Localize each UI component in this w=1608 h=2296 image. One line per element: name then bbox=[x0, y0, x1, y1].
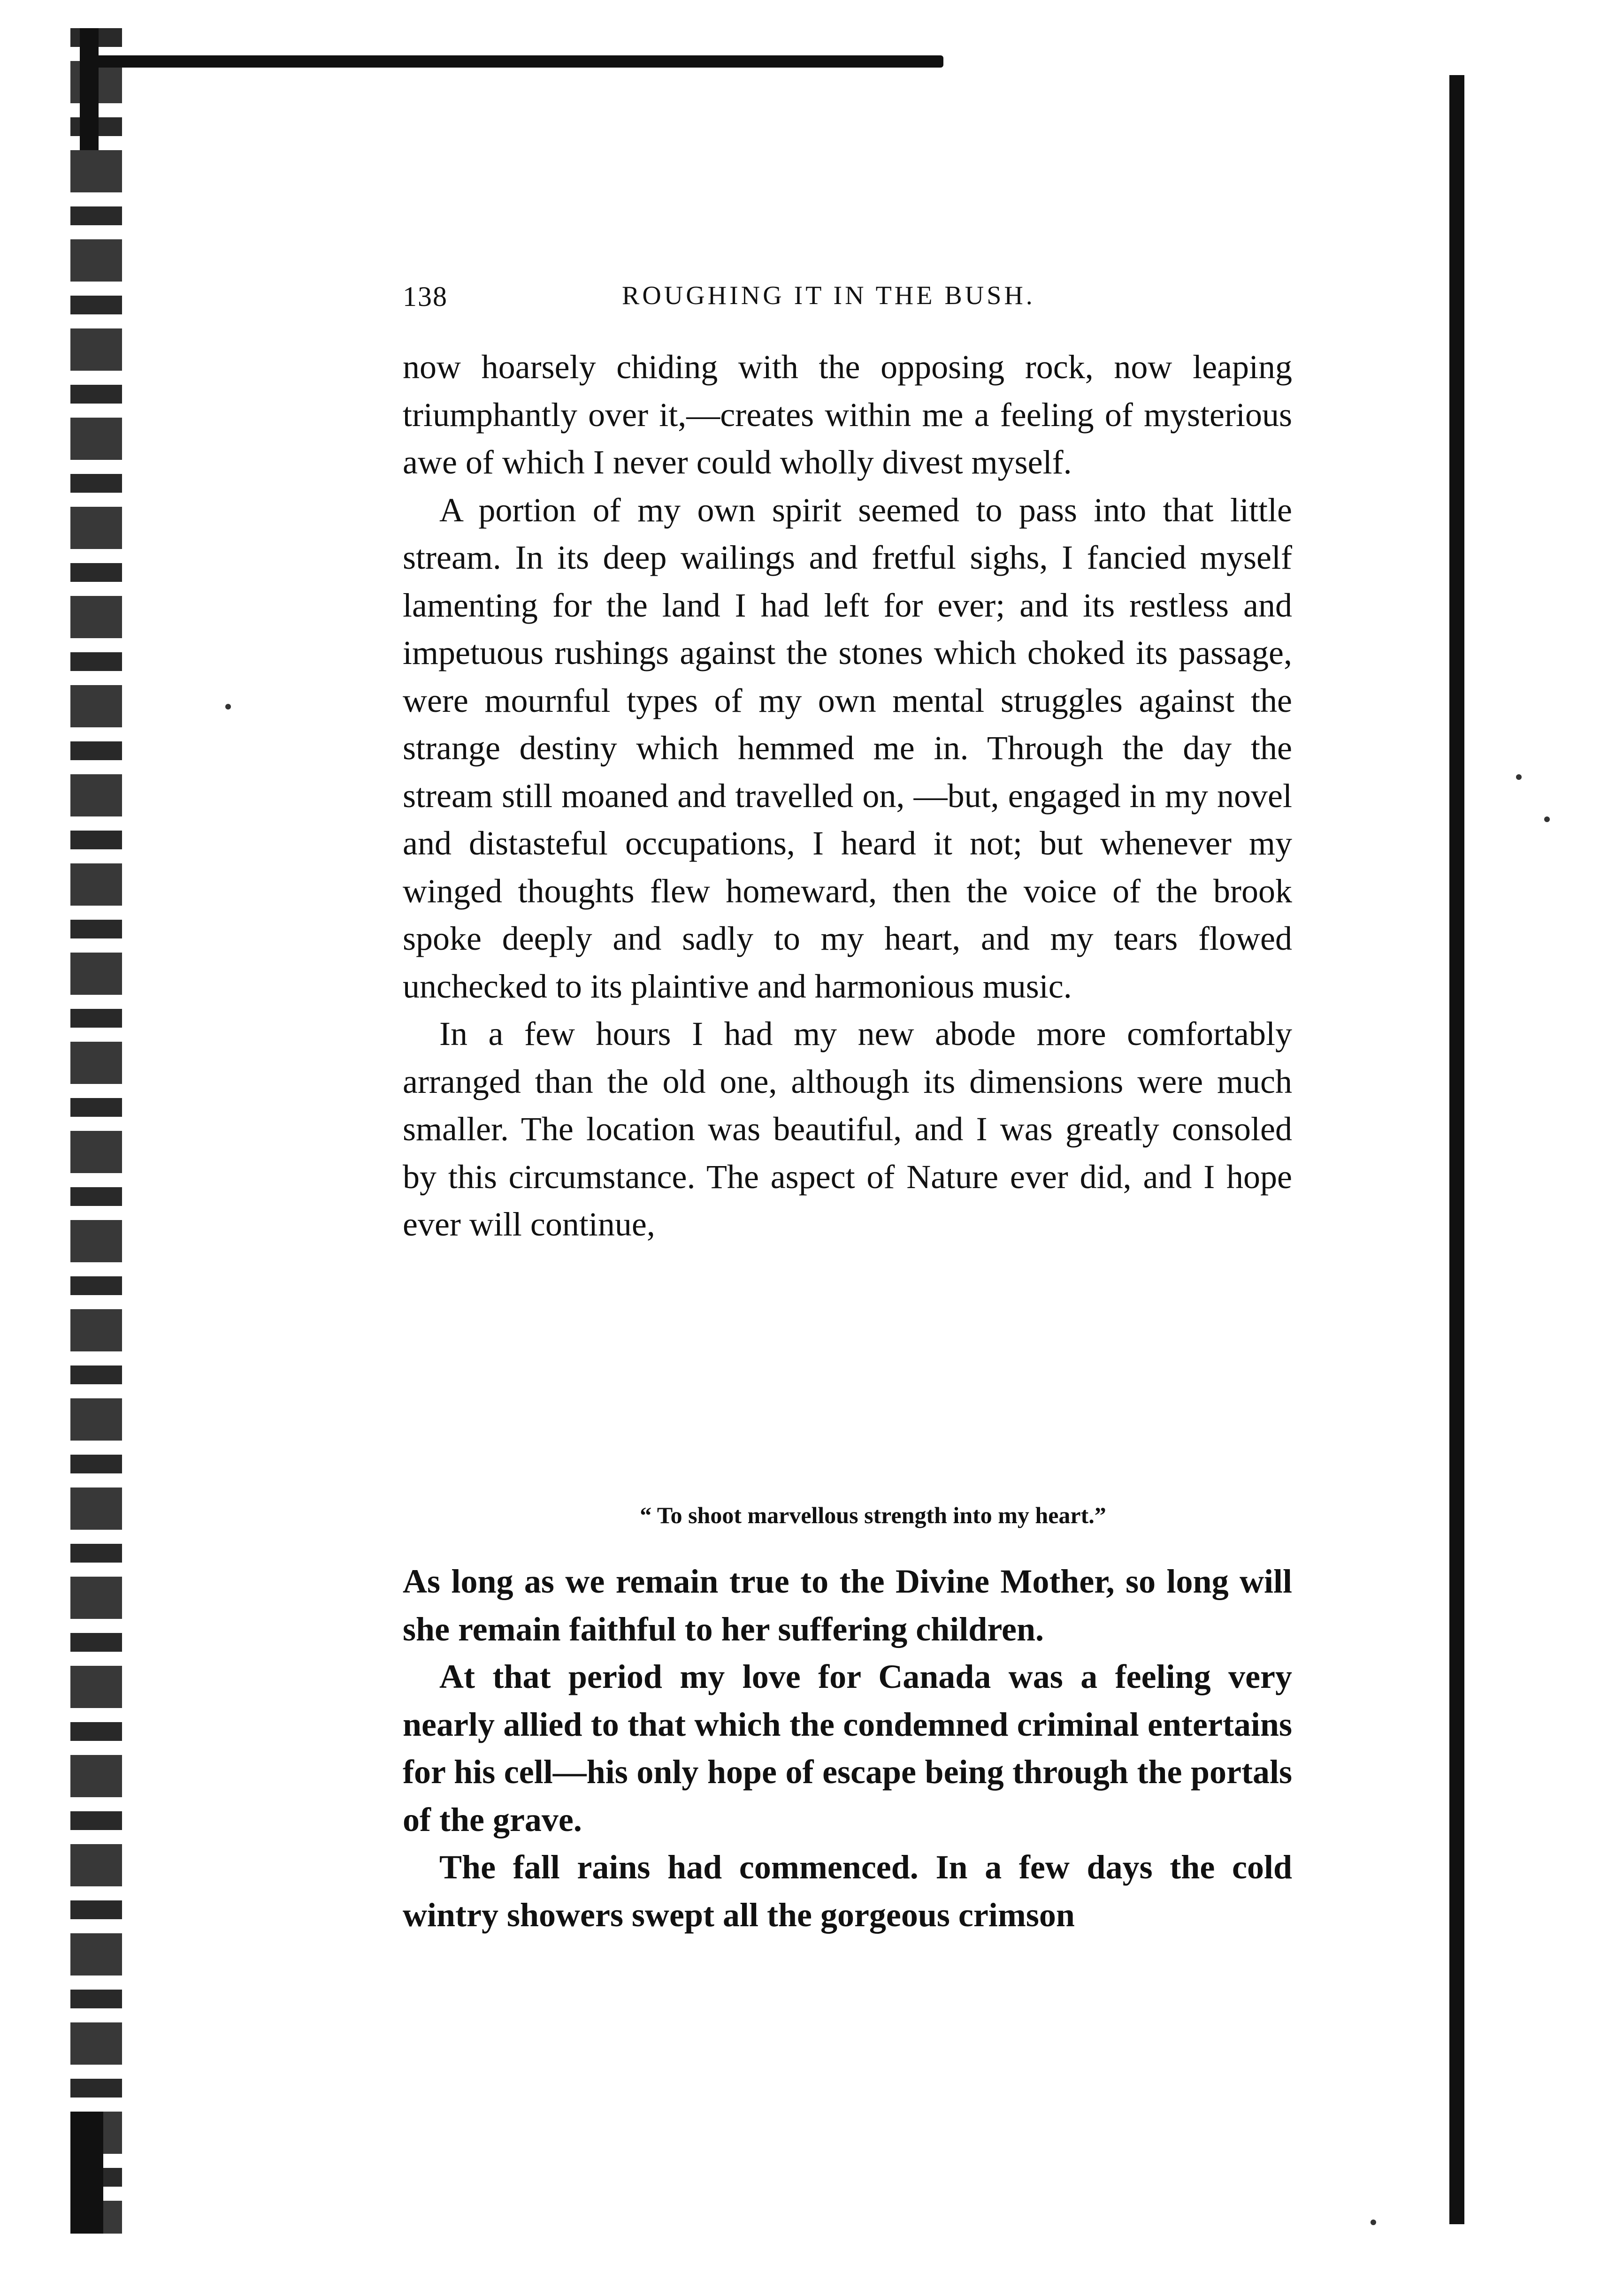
body-text-top bbox=[403, 343, 1292, 1249]
block-quotation: “ To shoot marvellous strength into my heart.” bbox=[640, 1502, 1106, 1528]
page-number: 138 bbox=[403, 281, 448, 312]
scan-speck bbox=[1371, 2220, 1376, 2225]
scan-speck bbox=[1544, 816, 1550, 822]
running-title: ROUGHING IT IN THE BUSH. bbox=[622, 281, 1035, 310]
binding-edge-mark bbox=[80, 28, 99, 150]
body-text-bottom bbox=[403, 1558, 1292, 1939]
binding-edge-mark-bottom bbox=[70, 2112, 103, 2234]
scan-speck bbox=[225, 704, 231, 709]
paragraph: As long as we remain true to the Divine Mother, so long will she remain faithful to her suffering children. bbox=[403, 1563, 1292, 1648]
paragraph: In a few hours I had my new abode more comfortably arranged than the old one, although its dimensions were much smaller. The location was beautiful, and I was greatly consoled by this circumstance. The aspect of Nature ever did, and I hope ever will continue, bbox=[403, 1015, 1292, 1243]
paragraph: now hoarsely chiding with the opposing rock, now leaping triumphantly over it,—creates within me a feeling of mysterious awe of which I never could wholly divest myself. bbox=[403, 348, 1292, 481]
scan-speck bbox=[1516, 774, 1522, 780]
running-head bbox=[403, 281, 1080, 318]
paragraph: A portion of my own spirit seemed to pass into that little stream. In its deep wailings and fretful sighs, I fancied myself lamenting for the land I had left for ever; and its restless and impetuous rushings against the stones which choked its passage, were mournful types of my own mental struggles against the strange destiny which hemmed me in. Through the day the stream still moaned and travelled on, —but, engaged in my novel and distasteful occupations, I heard it not; but whenever my winged thoughts flew homeward, then the voice of the brook spoke deeply and sadly to my heart, and my tears flowed unchecked to its plaintive and harmonious music. bbox=[403, 491, 1292, 1005]
right-frame-rule bbox=[1449, 75, 1464, 2224]
binding-edge-shadow bbox=[70, 28, 122, 2234]
paragraph: At that period my love for Canada was a feeling very nearly allied to that which the condemned criminal entertains for his cell—his only hope of escape being through the portals of the grave. bbox=[403, 1658, 1292, 1838]
paragraph: The fall rains had commenced. In a few days the cold wintry showers swept all the gorgeous crimson bbox=[403, 1848, 1292, 1934]
top-frame-rule bbox=[84, 55, 943, 68]
